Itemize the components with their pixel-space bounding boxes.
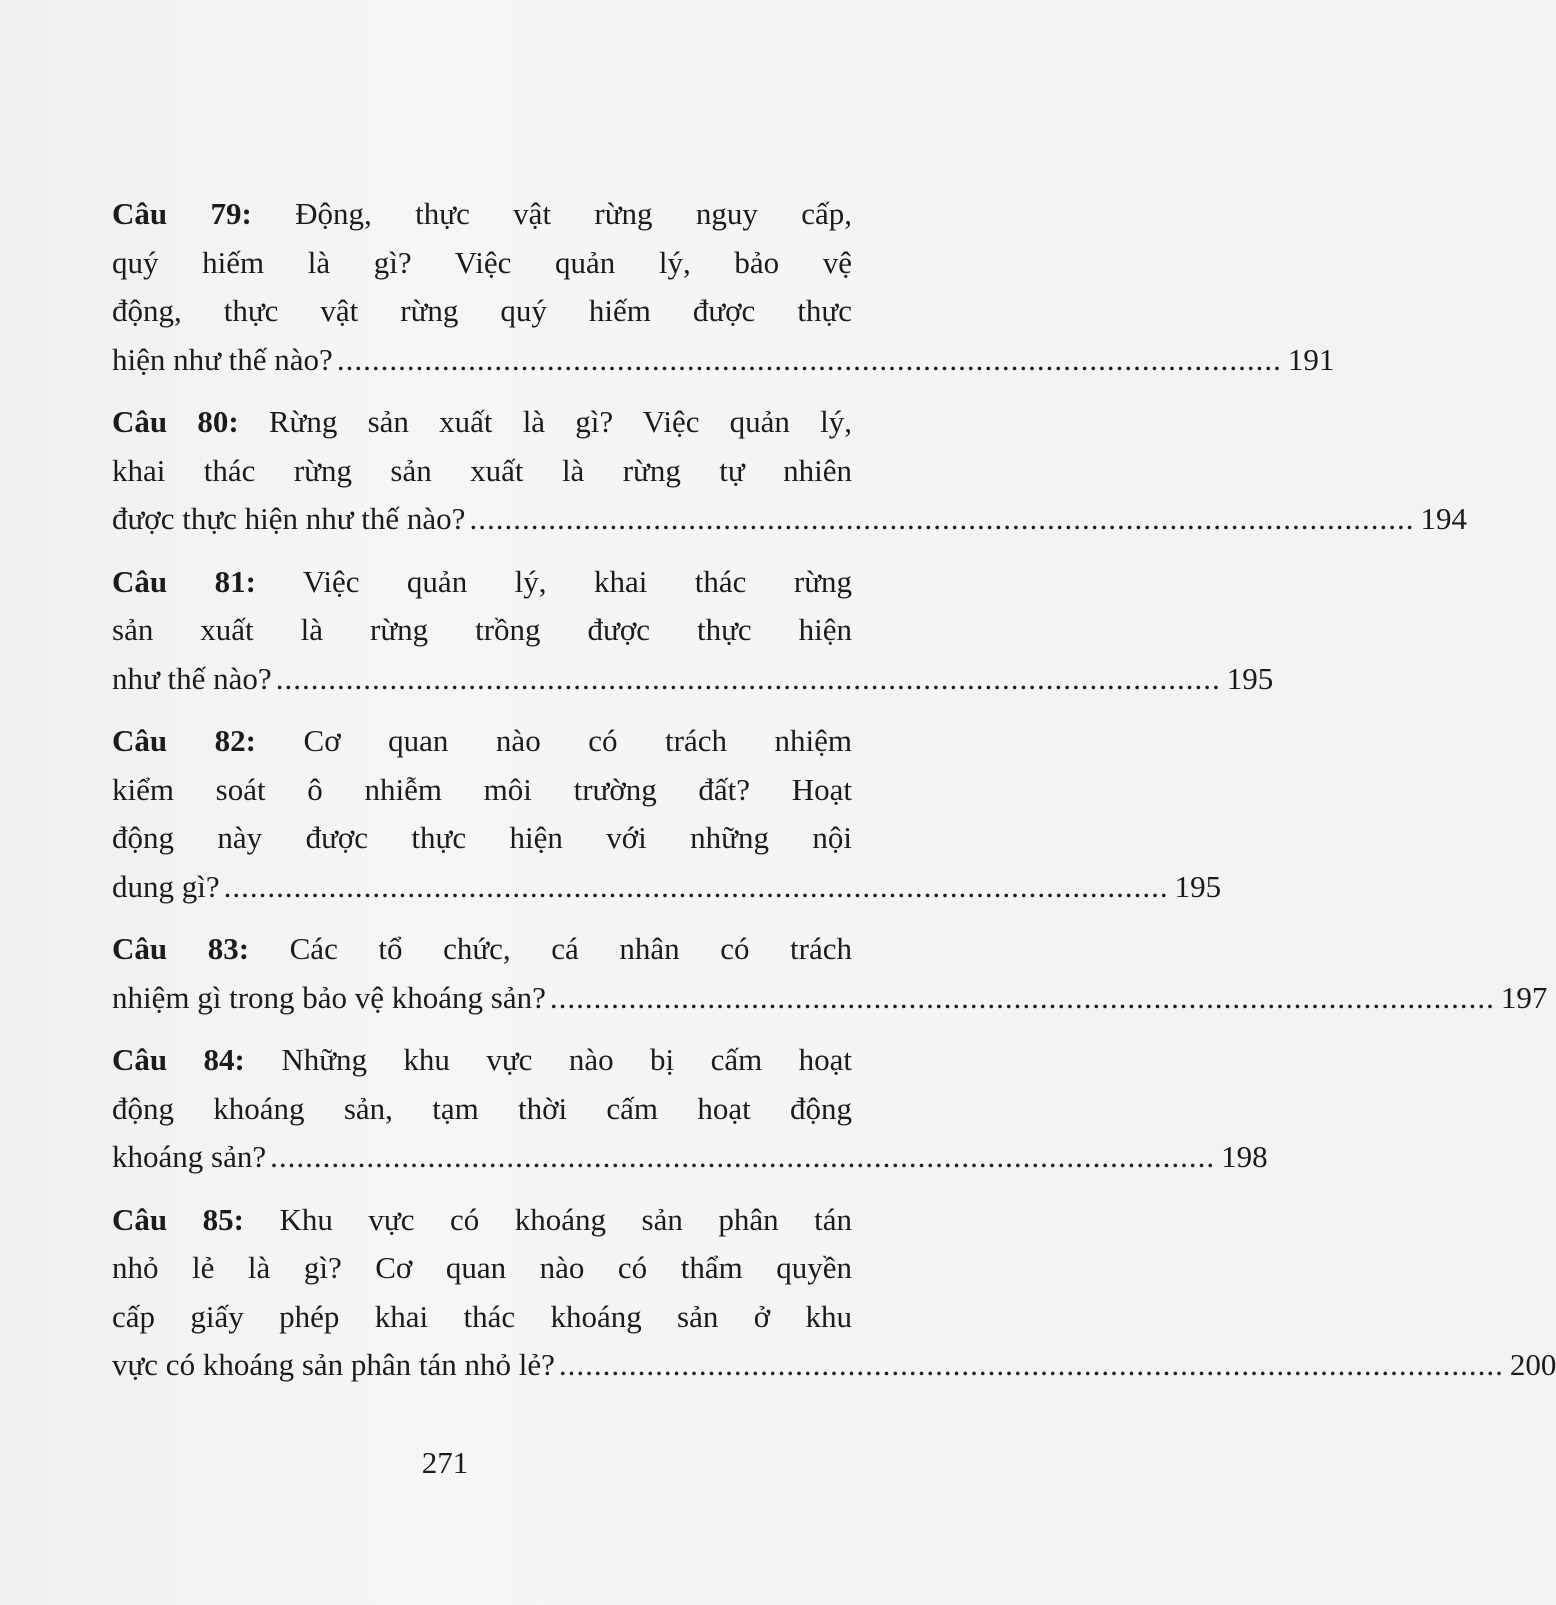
page-ref: 197 bbox=[1500, 979, 1548, 1015]
toc-line: khai thác rừng sản xuất là rừng tự nhiên bbox=[112, 452, 852, 488]
page-ref: 198 bbox=[1221, 1139, 1268, 1174]
question-label: Câu 79: bbox=[112, 196, 252, 231]
question-label: Câu 84: bbox=[112, 1042, 245, 1077]
question-text-end: như thế nào? bbox=[112, 660, 272, 696]
toc-line: động, thực vật rừng quý hiếm được thực bbox=[112, 293, 852, 328]
page-ref: 200 bbox=[1509, 1347, 1556, 1382]
toc-entry-84 bbox=[112, 1036, 1268, 1182]
question-text: Cơ quan nào có trách nhiệm bbox=[256, 723, 853, 758]
question-label: Câu 83: bbox=[112, 931, 250, 966]
question-label: Câu 85: bbox=[112, 1201, 244, 1237]
toc-last-line bbox=[112, 655, 1274, 704]
question-label: Câu 81: bbox=[112, 563, 256, 599]
toc-line: động khoáng sản, tạm thời cấm hoạt động bbox=[112, 1090, 852, 1126]
toc-line: động này được thực hiện với những nội bbox=[112, 820, 852, 855]
question-text-end: khoáng sản? bbox=[112, 1139, 267, 1174]
dot-leader: ............................................................................................................ bbox=[549, 979, 1495, 1015]
toc-entry-83 bbox=[112, 925, 1548, 1022]
dot-leader: ............................................................................................................ bbox=[223, 868, 1169, 904]
toc-line: sản xuất là rừng trồng được thực hiện bbox=[112, 612, 852, 647]
toc-entry-82 bbox=[112, 717, 1222, 911]
toc-last-line bbox=[112, 974, 1548, 1023]
toc-line bbox=[112, 1036, 852, 1085]
toc-entry-81 bbox=[112, 558, 1274, 704]
question-text: Những khu vực nào bị cấm hoạt bbox=[244, 1042, 852, 1077]
page-ref: 194 bbox=[1420, 501, 1467, 536]
toc-entry-80 bbox=[112, 398, 1467, 544]
toc-line bbox=[112, 190, 852, 239]
table-of-contents bbox=[112, 190, 1556, 1390]
question-text: Rừng sản xuất là gì? Việc quản lý, bbox=[238, 404, 853, 439]
toc-line bbox=[112, 925, 852, 974]
toc-line bbox=[112, 1196, 852, 1245]
dot-leader: ............................................................................................................ bbox=[275, 660, 1221, 696]
question-text-end: dung gì? bbox=[112, 868, 220, 904]
toc-last-line bbox=[112, 863, 1222, 912]
toc-last-line bbox=[112, 1133, 1268, 1182]
question-label: Câu 82: bbox=[112, 723, 256, 758]
page-ref: 191 bbox=[1287, 341, 1335, 377]
toc-line: nhỏ lẻ là gì? Cơ quan nào có thẩm quyền bbox=[112, 1250, 852, 1285]
dot-leader: ............................................................................................................ bbox=[336, 341, 1282, 377]
toc-last-line bbox=[112, 336, 1335, 385]
toc-line bbox=[112, 398, 852, 447]
toc-last-line bbox=[112, 495, 1467, 544]
toc-line bbox=[112, 558, 852, 607]
dot-leader: ............................................................................................................ bbox=[469, 501, 1415, 536]
question-text: Các tổ chức, cá nhân có trách bbox=[249, 931, 853, 966]
question-label: Câu 80: bbox=[112, 404, 239, 439]
page-number: 271 bbox=[421, 1445, 469, 1480]
dot-leader: ............................................................................................................ bbox=[270, 1139, 1216, 1174]
toc-entry-79 bbox=[112, 190, 1335, 384]
question-text-end: nhiệm gì trong bảo vệ khoáng sản? bbox=[112, 979, 546, 1015]
question-text: Việc quản lý, khai thác rừng bbox=[255, 563, 853, 599]
toc-line: kiểm soát ô nhiễm môi trường đất? Hoạt bbox=[112, 771, 852, 807]
toc-entry-85 bbox=[112, 1196, 1556, 1390]
question-text-end: vực có khoáng sản phân tán nhỏ lẻ? bbox=[112, 1347, 555, 1382]
toc-line: quý hiếm là gì? Việc quản lý, bảo vệ bbox=[112, 244, 852, 280]
question-text-end: được thực hiện như thế nào? bbox=[112, 501, 466, 536]
page-ref: 195 bbox=[1174, 868, 1222, 904]
question-text-end: hiện như thế nào? bbox=[112, 341, 333, 377]
question-text: Khu vực có khoáng sản phân tán bbox=[243, 1201, 852, 1237]
toc-last-line bbox=[112, 1341, 1556, 1390]
toc-line: cấp giấy phép khai thác khoáng sản ở khu bbox=[112, 1298, 852, 1334]
question-text: Động, thực vật rừng nguy cấp, bbox=[251, 196, 853, 231]
dot-leader: ............................................................................................................ bbox=[558, 1347, 1504, 1382]
page-ref: 195 bbox=[1226, 660, 1274, 696]
toc-line bbox=[112, 717, 852, 766]
